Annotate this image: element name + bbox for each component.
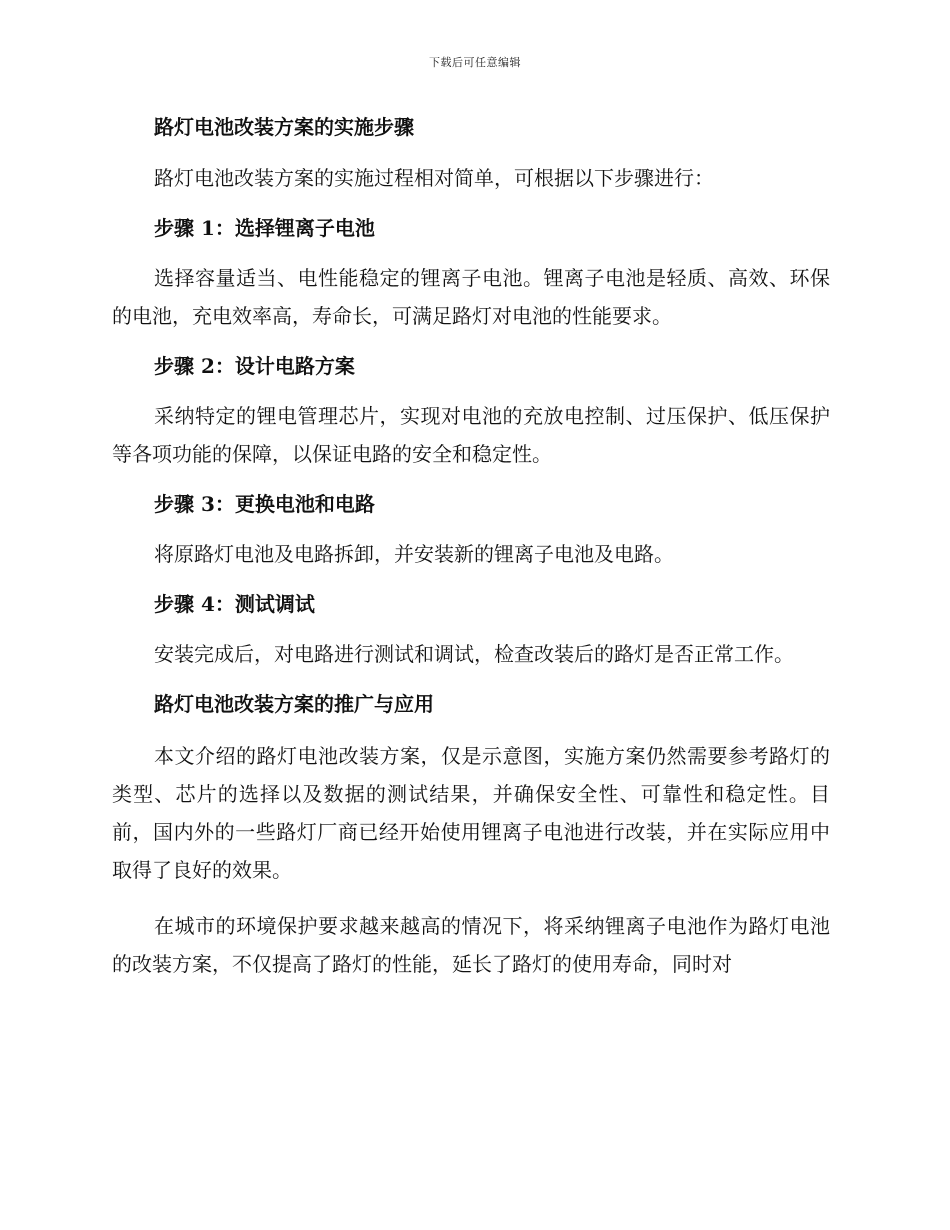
step-2-paragraph: 采纳特定的锂电管理芯片，实现对电池的充放电控制、过压保护、低压保护等各项功能的保障，以保证电路的安全和稳定性。	[112, 404, 830, 466]
section-heading-promotion: 路灯电池改装方案的推广与应用	[154, 692, 434, 716]
step-3-paragraph: 将原路灯电池及电路拆卸，并安装新的锂离子电池及电路。	[154, 542, 674, 566]
step-2-heading: 步骤 2：设计电路方案	[154, 354, 355, 378]
step-1-paragraph: 选择容量适当、电性能稳定的锂离子电池。锂离子电池是轻质、高效、环保的电池，充电效率高，寿命长，可满足路灯对电池的性能要求。	[112, 266, 830, 328]
step-1-heading: 步骤 1：选择锂离子电池	[154, 216, 375, 240]
page-header: 下载后可任意编辑	[429, 56, 521, 69]
document-body	[112, 110, 830, 983]
step-3-heading: 步骤 3：更换电池和电路	[154, 492, 375, 516]
promotion-paragraph-2: 在城市的环境保护要求越来越高的情况下，将采纳锂离子电池作为路灯电池的改装方案，不仅提高了路灯的性能，延长了路灯的使用寿命，同时对	[112, 914, 830, 976]
promotion-paragraph-1: 本文介绍的路灯电池改装方案，仅是示意图，实施方案仍然需要参考路灯的类型、芯片的选择以及数据的测试结果，并确保安全性、可靠性和稳定性。目前，国内外的一些路灯厂商已经开始使用锂离子电池进行改装，并在实际应用中取得了良好的效果。	[112, 744, 830, 882]
section-heading-implementation: 路灯电池改装方案的实施步骤	[154, 115, 414, 139]
step-4-paragraph: 安装完成后，对电路进行测试和调试，检查改装后的路灯是否正常工作。	[154, 642, 794, 666]
section-intro-paragraph: 路灯电池改装方案的实施过程相对简单，可根据以下步骤进行：	[154, 166, 714, 190]
step-4-heading: 步骤 4：测试调试	[154, 592, 315, 616]
